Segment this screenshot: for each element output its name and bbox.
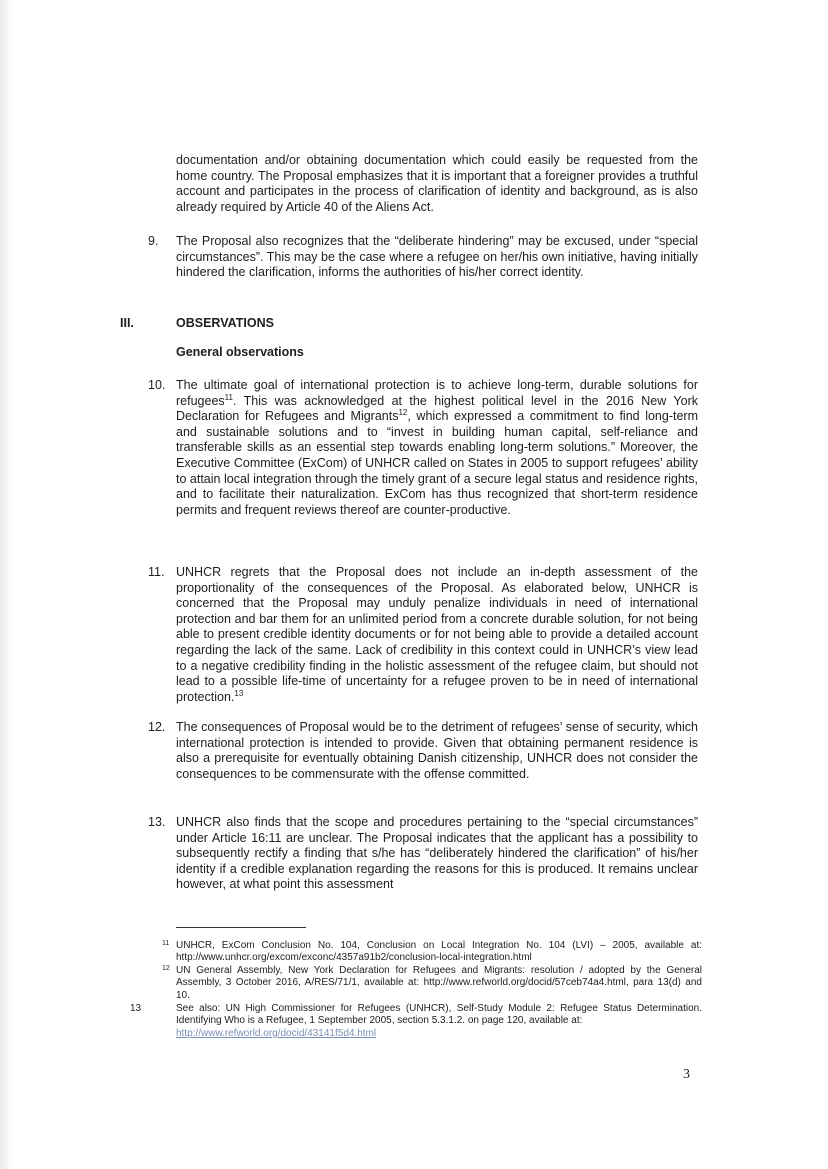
footnote-ref[interactable]: 11 — [224, 392, 233, 402]
footnote-number: 13 — [130, 1003, 142, 1014]
footnote-ref[interactable]: 12 — [398, 408, 408, 418]
footnote-ref[interactable]: 13 — [234, 688, 244, 698]
paragraph-text-part: UNHCR regrets that the Proposal does not include an in-depth assessment of the proportionality of the consequences of the Proposal. As elaborated below, UNHCR is concerned that the Proposal may unduly penalize individuals in need of international protection and bar them for an unlimited period from a concrete durable solution, for not being able to present credible identity documents or for not being able to provide a detailed account regarding the lack of the same. Lack of credibility in this context could in UNHCR’s view lead to a negative credibility finding in the holistic assessment of the refugee claim, but should not lead to a possible life-time of uncertainty for a refugee proven to be in need of international protection. — [176, 565, 698, 704]
footnote-13 — [130, 1003, 702, 1040]
continuation-paragraph: documentation and/or obtaining documentation which could easily be requested from the home country. The Proposal emphasizes that it is important that a foreigner provides a truthful account and participates in the process of clarification of identity and background, as is also already required by Article 40 of the Aliens Act. — [176, 153, 698, 214]
footnote-link[interactable]: http://www.refworld.org/docid/43141f5d4.html — [176, 1027, 377, 1039]
paragraph-11 — [148, 565, 698, 705]
section-heading — [120, 316, 274, 330]
paragraph-number: 12. — [148, 720, 166, 734]
footnote-number: 11 — [162, 940, 170, 947]
footnote-number: 12 — [162, 965, 170, 972]
page-number: 3 — [683, 1067, 690, 1082]
footnote-text: UNHCR, ExCom Conclusion No. 104, Conclusion on Local Integration No. 104 (LVI) – 2005, available at: http://www.unhcr.org/excom/exconc/4357a91b2/conclusion-local-integration.html — [176, 940, 702, 964]
section-number: III. — [120, 316, 134, 330]
paragraph-text-part: , which expressed a commitment to find long-term and sustainable solutions and to “invest in building human capital, self-reliance and transferable skills as an essential step towards enabling long-term solutions.” Moreover, the Executive Committee (ExCom) of UNHCR called on States in 2005 to support refugees’ ability to attain local integration through the timely grant of a secure legal status and residence rights, and to facilitate their naturalization. ExCom has thus recognized that short-term residence permits and frequent reviews thereof are counter-productive. — [176, 409, 698, 517]
paragraph-number: 10. — [148, 378, 166, 392]
footnote-12 — [130, 965, 702, 1002]
paragraph-text — [176, 378, 698, 518]
paragraph-12 — [148, 720, 698, 782]
footnote-text — [176, 1003, 702, 1040]
footnote-separator — [176, 927, 306, 928]
paragraph-text: The consequences of Proposal would be to the detriment of refugees’ sense of security, which international protection is intended to provide. Given that obtaining permanent residence is also a prerequisite for eventually obtaining Danish citizenship, UNHCR does not consider the consequences to be commensurate with the offense committed. — [176, 720, 698, 781]
paragraph-text-part: . This was acknowledged at the highest political level in the 2016 New York Declaration for Refugees and Migrants — [176, 393, 698, 424]
subheading: General observations — [176, 345, 304, 359]
paragraph-10 — [148, 378, 698, 518]
paragraph-13 — [148, 815, 698, 893]
footnote-text: UN General Assembly, New York Declaration for Refugees and Migrants: resolution / adopted by the General Assembly, 3 October 2016, A/RES/71/1, available at: http://www.refworld.org/docid/57ceb74a4.html, para 13(d) and 10. — [176, 965, 702, 1001]
section-title: OBSERVATIONS — [176, 316, 274, 330]
paragraph-number: 9. — [148, 234, 159, 248]
footnote-11 — [130, 940, 702, 965]
paragraph-text: The Proposal also recognizes that the “deliberate hindering” may be excused, under “special circumstances”. This may be the case where a refugee on her/his own initiative, having initially hindered the clarification, informs the authorities of his/her correct identity. — [176, 234, 698, 280]
paragraph-number: 13. — [148, 815, 166, 829]
paragraph-number: 11. — [148, 565, 165, 579]
paragraph-9 — [148, 234, 698, 281]
paragraph-text — [176, 565, 698, 705]
footnote-text-part: See also: UN High Commissioner for Refugees (UNHCR), Self-Study Module 2: Refugee Status Determination. Identifying Who is a Refugee, 1 September 2005, section 5.3.1.2. on page 120, available at: — [176, 1003, 702, 1027]
paragraph-text: UNHCR also finds that the scope and procedures pertaining to the “special circumstances” under Article 16:11 are unclear. The Proposal indicates that the applicant has a possibility to subsequently rectify a finding that s/he has “deliberately hindered the clarification” of his/her identity if a credible explanation regarding the reasons for this is produced. It remains unclear however, at what point this assessment — [176, 815, 698, 892]
scan-shadow-edge — [0, 0, 14, 1169]
paragraph-text-part: The ultimate goal of international protection is to achieve long-term, durable solutions for refugees — [176, 378, 698, 408]
